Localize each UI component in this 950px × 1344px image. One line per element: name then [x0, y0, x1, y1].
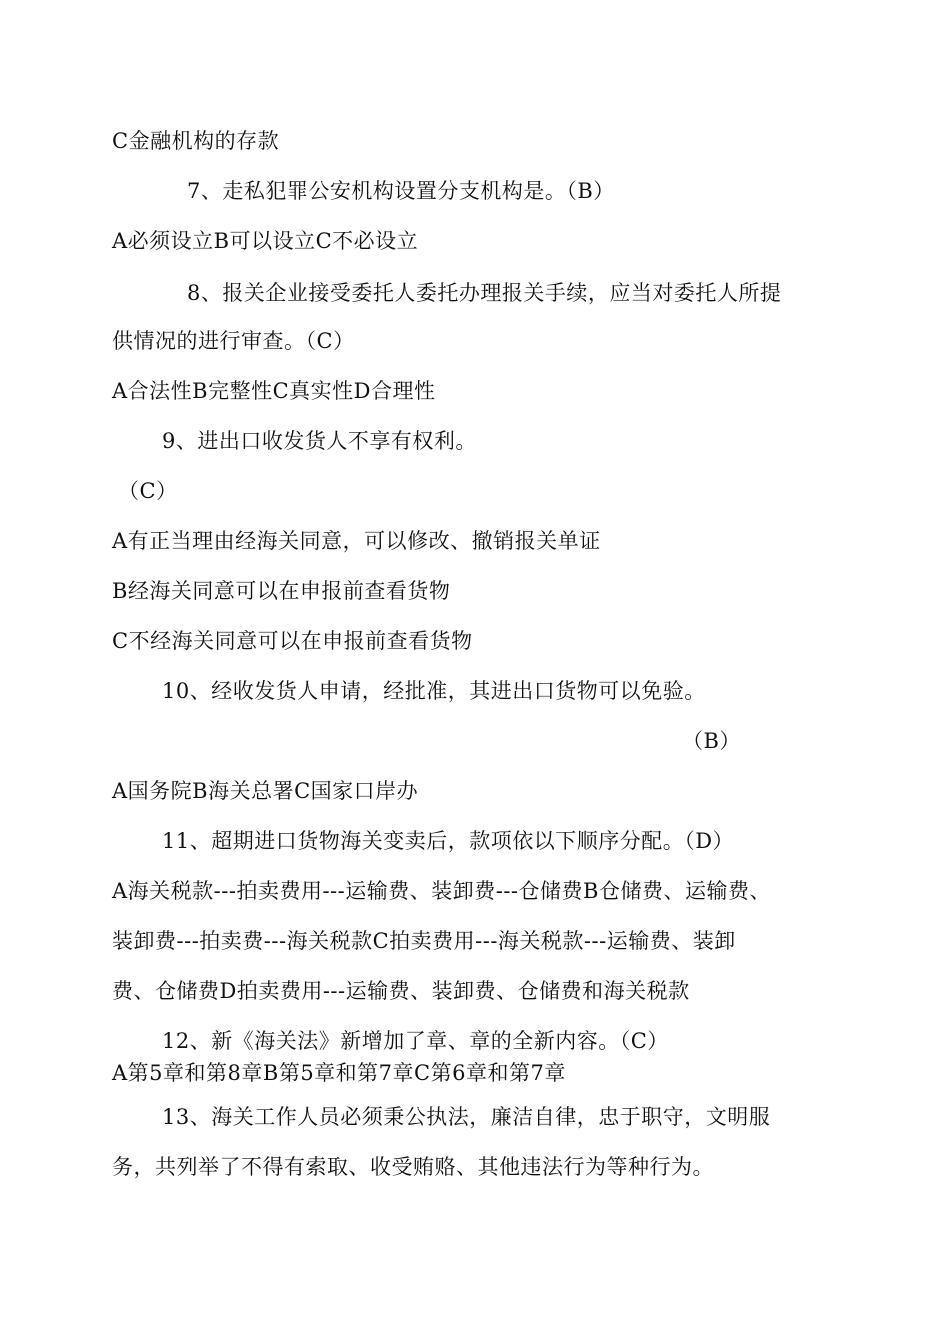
question-10-options: A国务院B海关总署C国家口岸办: [112, 779, 419, 803]
question-11: 11、超期进口货物海关变卖后，款项依以下顺序分配。（D）: [162, 829, 735, 853]
question-9-option-c: C不经海关同意可以在申报前查看货物: [112, 629, 473, 653]
question-11-options-line-2: 装卸费---拍卖费---海关税款C拍卖费用---海关税款---运输费、装卸: [112, 929, 736, 953]
question-11-options-line-3: 费、仓储费D拍卖费用---运输费、装卸费、仓储费和海关税款: [112, 979, 690, 1003]
question-11-options-line-1: A海关税款---拍卖费用---运输费、装卸费---仓储费B仓储费、运输费、: [112, 879, 771, 903]
question-7: 7、走私犯罪公安机构设置分支机构是。（B）: [187, 179, 615, 203]
text-line: C金融机构的存款: [112, 129, 280, 153]
question-9: 9、进出口收发货人不享有权利。: [162, 429, 477, 453]
question-12: 12、新《海关法》新增加了章、章的全新内容。（C）: [162, 1029, 669, 1053]
question-9-answer: （C）: [118, 479, 178, 503]
question-8-continuation: 供情况的进行审查。（C）: [112, 329, 355, 353]
question-13-continuation: 务，共列举了不得有索取、收受贿赂、其他违法行为等种行为。: [112, 1155, 714, 1179]
question-8: 8、报关企业接受委托人委托办理报关手续，应当对委托人所提: [187, 281, 782, 305]
question-9-option-a: A有正当理由经海关同意，可以修改、撤销报关单证: [112, 529, 601, 553]
question-10-answer: （B）: [682, 729, 741, 753]
question-13: 13、海关工作人员必须秉公执法，廉洁自律，忠于职守，文明服: [162, 1105, 771, 1129]
question-9-option-b: B经海关同意可以在申报前查看货物: [112, 579, 451, 603]
question-12-options: A第5章和第8章B第5章和第7章C第6章和第7章: [112, 1061, 566, 1085]
question-10: 10、经收发货人申请，经批准，其进出口货物可以免验。: [162, 679, 706, 703]
question-7-options: A必须设立B可以设立C不必设立: [112, 229, 419, 253]
question-8-options: A合法性B完整性C真实性D合理性: [112, 379, 436, 403]
